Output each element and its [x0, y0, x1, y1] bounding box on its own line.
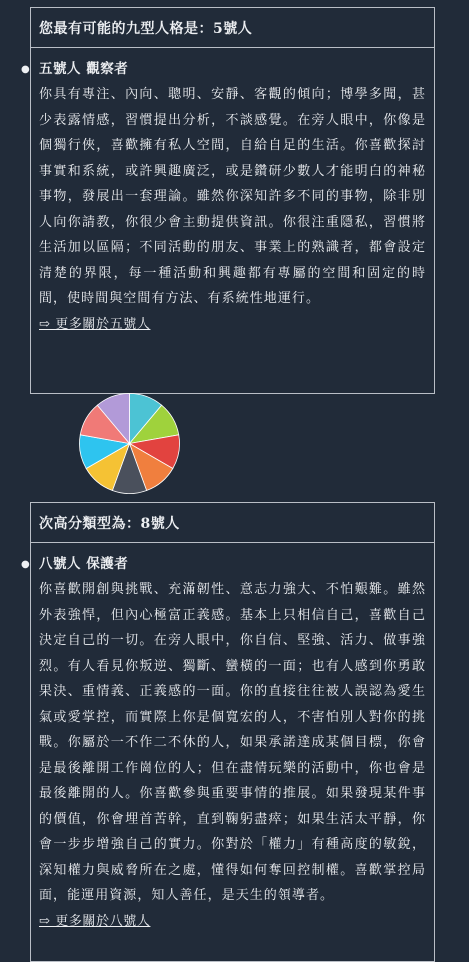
primary-result-card — [21, 7, 435, 394]
type-five-title: 五號人 觀察者 — [39, 61, 129, 77]
more-about-eight-link[interactable]: ⇨ 更多關於八號人 — [39, 913, 151, 929]
secondary-result-card — [21, 502, 435, 962]
type-five-description: 你具有專注、內向、聰明、安靜、客觀的傾向；博學多聞，甚少表露情感，習慣提出分析，不談感覺。在旁人眼中，你像是個獨行俠，喜歡擁有私人空間，自給自足的生活。你喜歡探討事實和系統，或許興趣廣泛，或是鑽研少數人才能明白的神秘事物，發展出一套理論。雖然你深知許多不同的事物，除非別人向你請教，你很少會主動提供資訊。你很注重隱私，習慣將生活加以區隔；不同活動的朋友、事業上的熟識者，都會設定清楚的界限，每一種活動和興趣都有專屬的空間和固定的時間，使時間與空間有方法、有系統性地運行。 — [39, 87, 426, 306]
type-eight-title: 八號人 保護者 — [39, 556, 129, 572]
more-about-five-link[interactable]: ⇨ 更多關於五號人 — [39, 316, 151, 332]
bullet-icon: ● — [21, 64, 30, 75]
type-eight-description: 你喜歡開創與挑戰、充滿韌性、意志力強大、不怕艱難。雖然外表強悍，但內心極富正義感。基本上只相信自己，喜歡自己決定自己的一切。在旁人眼中，你自信、堅強、活力、做事強烈。有人看見你叛逆、獨斷、蠻橫的一面；也有人感到你勇敢果決、重情義、正義感的一面。你的直接往往被人誤認為愛生氣或愛掌控，而實際上你是個寬宏的人，不害怕別人對你的挑戰。你屬於一不作二不休的人，如果承諾達成某個目標，你會是最後離開工作崗位的人；但在盡情玩樂的活動中，你也會是最後離開的人。你喜歡參與重要事情的推展。如果發現某件事的價值，你會埋首苦幹，直到鞠躬盡瘁；如果生活太平靜，你會一步步增強自己的實力。你對於「權力」有種高度的敏銳，深知權力與威脅所在之處，懂得如何奪回控制權。喜歡掌控局面，能運用資源，知人善任，是天生的領導者。 — [39, 582, 426, 903]
primary-result-header: 您最有可能的九型人格是：5號人 — [31, 8, 434, 48]
secondary-result-header: 次高分類型為：8號人 — [31, 503, 434, 543]
primary-result-body — [21, 58, 434, 336]
enneagram-score-pie-chart — [79, 393, 180, 494]
bullet-icon: ● — [21, 559, 30, 570]
secondary-result-body — [21, 553, 434, 933]
